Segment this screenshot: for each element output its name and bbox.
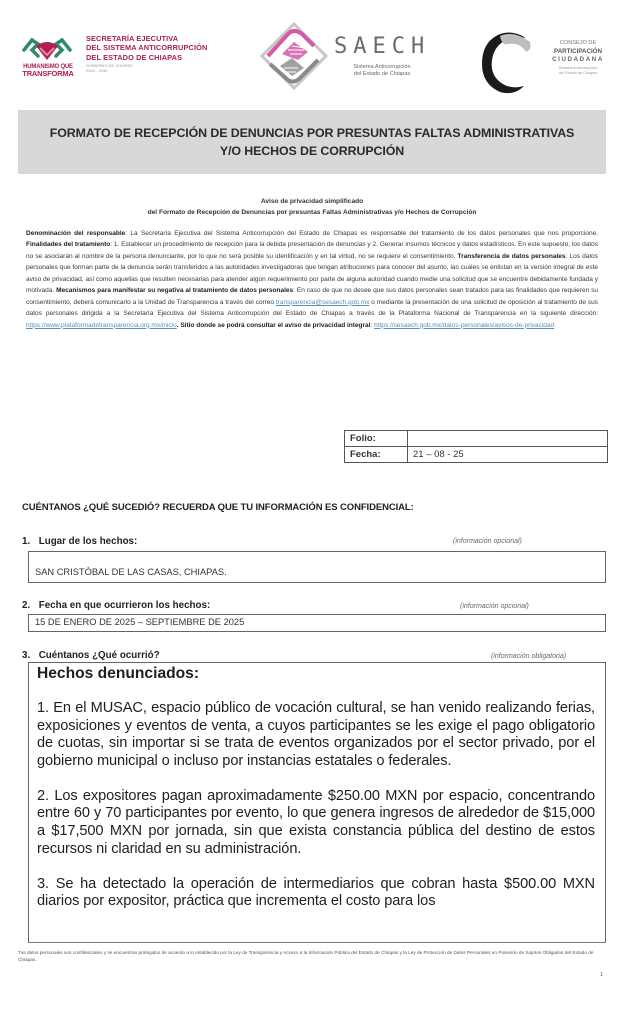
org-line2: DEL SISTEMA ANTICORRUPCIÓN: [86, 43, 208, 53]
consejo-line3: CIUDADANA: [552, 56, 604, 63]
fecha-value[interactable]: 21 – 08 - 25: [408, 447, 608, 463]
fecha-label: Fecha:: [345, 447, 408, 463]
question-text: Lugar de los hechos:: [38, 536, 138, 547]
fecha-hechos-field[interactable]: 15 DE ENERO DE 2025 – SEPTIEMBRE DE 2025: [28, 614, 606, 632]
transparency-email-link[interactable]: transparencia@sesaech.gob.mx: [275, 298, 370, 306]
org-line3: DEL ESTADO DE CHIAPAS: [86, 52, 183, 62]
hechos-heading: Hechos denunciados:: [37, 665, 200, 682]
confidentiality-footnote: Tus datos personales son confidenciales y se encuentran protegidos de acuerdo a lo establecido por la Ley de Transparencia y Acceso a la Información Pública del Estado de Chiapas y la Ley de Protección de Datos Personales en Posesión de Sujetos Obligados del Estado de Chiapas.: [18, 950, 594, 962]
privacy-notice-heading: [0, 196, 624, 218]
question-number: 2.: [22, 600, 31, 611]
question-2-label: [22, 600, 210, 611]
saech-desc-line2: del Estado de Chiapas: [353, 71, 411, 77]
consejo-line2: PARTICIPACIÓN: [554, 48, 602, 55]
folio-value[interactable]: [408, 431, 608, 447]
document-title: [18, 110, 606, 174]
fecha-row: [345, 447, 608, 463]
question-1-label: [22, 536, 137, 547]
privacy-integral-link[interactable]: https://sesaech.gob.mx/datos-personales/avisos-de-privacidad: [374, 321, 555, 329]
slogan-line1: HUMANISMO QUE: [23, 64, 73, 70]
finalidades-label: Finalidades del tratamiento: [26, 241, 111, 249]
question-3-label: [22, 650, 160, 661]
title-line1: FORMATO DE RECEPCIÓN DE DENUNCIAS POR PRESUNTAS FALTAS ADMINISTRATIVAS: [49, 126, 575, 140]
hechos-denunciados-field[interactable]: [28, 662, 606, 943]
question-1-hint: (información opcional): [453, 538, 522, 545]
sub-line1: GOBIERNO DE CHIAPAS: [86, 63, 133, 68]
question-3-hint: (información obligatoria): [491, 653, 567, 660]
privacy-heading1: Aviso de privacidad simplificado: [260, 198, 364, 205]
pnt-link[interactable]: https://www.plataformadetransparencia.org.mx/inicio: [26, 321, 177, 329]
consejo-line4: Sistema Anticorrupción: [558, 66, 598, 70]
consejo-sub: [546, 66, 610, 76]
logo-secretaria-ejecutiva: [18, 28, 228, 80]
responsable-label: Denominación del responsable: [26, 230, 126, 237]
title-line2: Y/O HECHOS DE CORRUPCIÓN: [219, 144, 405, 158]
question-2-hint: (información opcional): [460, 603, 529, 610]
hecho-paragraph: 3. Se ha detectado la operación de intermediarios que cobran hasta $500.00 MXN diarios por expositor, práctica que incrementa el costo para los: [37, 875, 595, 910]
folio-row: [345, 431, 608, 447]
saech-name: SAECH: [334, 34, 431, 59]
transferencia-text: : Los datos personales que forman parte de la denuncia serán transferidos a las autoridades investigadoras que tengan atribuciones para conocer del asunto, las cuales se enlistan en la versión integral de este aviso de privacidad, así como aquellas que resulten necesarias para atender algún requerimiento por parte de alguna autoridad cuando medie una solicitud que se encuentre debidamente fundada y motivada.: [26, 252, 598, 295]
consejo-line5: del Estado de Chiapas: [558, 71, 598, 75]
question-text: Cuéntanos ¿Qué ocurrió?: [38, 650, 160, 661]
consejo-c-emblem-icon: [474, 26, 538, 98]
folio-label: Folio:: [345, 431, 408, 447]
lugar-hechos-field[interactable]: SAN CRISTÓBAL DE LAS CASAS, CHIAPAS.: [28, 551, 606, 583]
org-name: [86, 34, 207, 62]
org-sub: [86, 64, 133, 73]
question-text: Fecha en que ocurrieron los hechos:: [38, 600, 211, 611]
hecho-paragraph: 2. Los expositores pagan aproximadamente $250.00 MXN por espacio, concentrando entre 60 y 70 participantes por evento, lo que genera ingresos de alrededor de $15,000 a $17,500 MXN por jornada, sin que exista constancia pública del destino de estos recursos ni claridad en su administración.: [37, 787, 595, 857]
slogan-line2: TRANSFORMA: [22, 69, 74, 78]
org-line1: SECRETARÍA EJECUTIVA: [86, 34, 179, 43]
hecho-paragraph: 1. En el MUSAC, espacio público de vocación cultural, se han venido realizando ferias, exposiciones y eventos de venta, a cuyos participantes se les exige el pago obligatorio de cuotas, sin importar si se trata de eventos organizados por el sector privado, por el gobierno municipal o incluso por instancias estatales o federales.: [37, 700, 595, 769]
section-title: CUÉNTANOS ¿QUÉ SUCEDIÓ? RECUERDA QUE TU INFORMACIÓN ES CONFIDENCIAL:: [22, 502, 414, 513]
question-number: 1.: [22, 536, 31, 547]
mecanismos-label: Mecanismos para manifestar su negativa al tratamiento de datos personales: [56, 287, 294, 295]
consejo-line1: CONSEJO DE: [559, 40, 597, 46]
transferencia-label: Transferencia de datos personales: [457, 252, 566, 260]
logo-saech: [258, 20, 438, 100]
question-number: 3.: [22, 650, 31, 661]
slogan: [18, 64, 78, 78]
finalidades-text: : 1. Establecer un procedimiento de recepción para la debida presentación de denuncias y 2. Generar insumos técnicos y datos estadísticos. En este supuesto, los datos no se asociarán al nombre de la persona denunciante, por lo que no será posible su identificación y en tal virtud, no se requiere el consentimiento.: [26, 241, 598, 260]
sub-line2: 2024 - 2030: [86, 67, 108, 73]
mecanismos-text: : En caso de que no desee que sus datos personales sean tratados para las finalidades que requieren su consentimiento, deberá comunicarlo a la Unidad de Transparencia a través del correo: [26, 287, 598, 306]
saech-emblem-icon: [258, 20, 330, 98]
logo-consejo-participacion: [474, 26, 624, 98]
page-number: 1: [600, 972, 604, 978]
sitio-sep: :: [370, 321, 375, 329]
folio-table: [344, 430, 608, 463]
privacy-heading2: del Formato de Recepción de Denuncias por presuntas Faltas Administrativas y/o Hechos de Corrupción: [147, 209, 477, 216]
privacy-notice-body: [26, 228, 598, 331]
field-bottom-rule: [28, 942, 606, 943]
mecanismos-text2: o mediante la presentación de una solicitud de oposición al tratamiento de sus datos personales dirigida a la Secretaría Ejecutiva del Sistema Anticorrupción del Estado de Chiapas a través de la Plataforma Nacional de Transparencia en la siguiente dirección:: [26, 298, 598, 318]
responsable-text: : La Secretaría Ejecutiva del Sistema Anticorrupción del Estado de Chiapas es responsable del tratamiento de los datos personales que nos proporcione.: [125, 230, 598, 237]
sitio-label: . Sitio donde se podrá consultar el aviso de privacidad integral: [176, 321, 371, 329]
saech-desc-line1: Sistema Anticorrupción: [353, 64, 411, 70]
saech-desc: [336, 64, 428, 78]
